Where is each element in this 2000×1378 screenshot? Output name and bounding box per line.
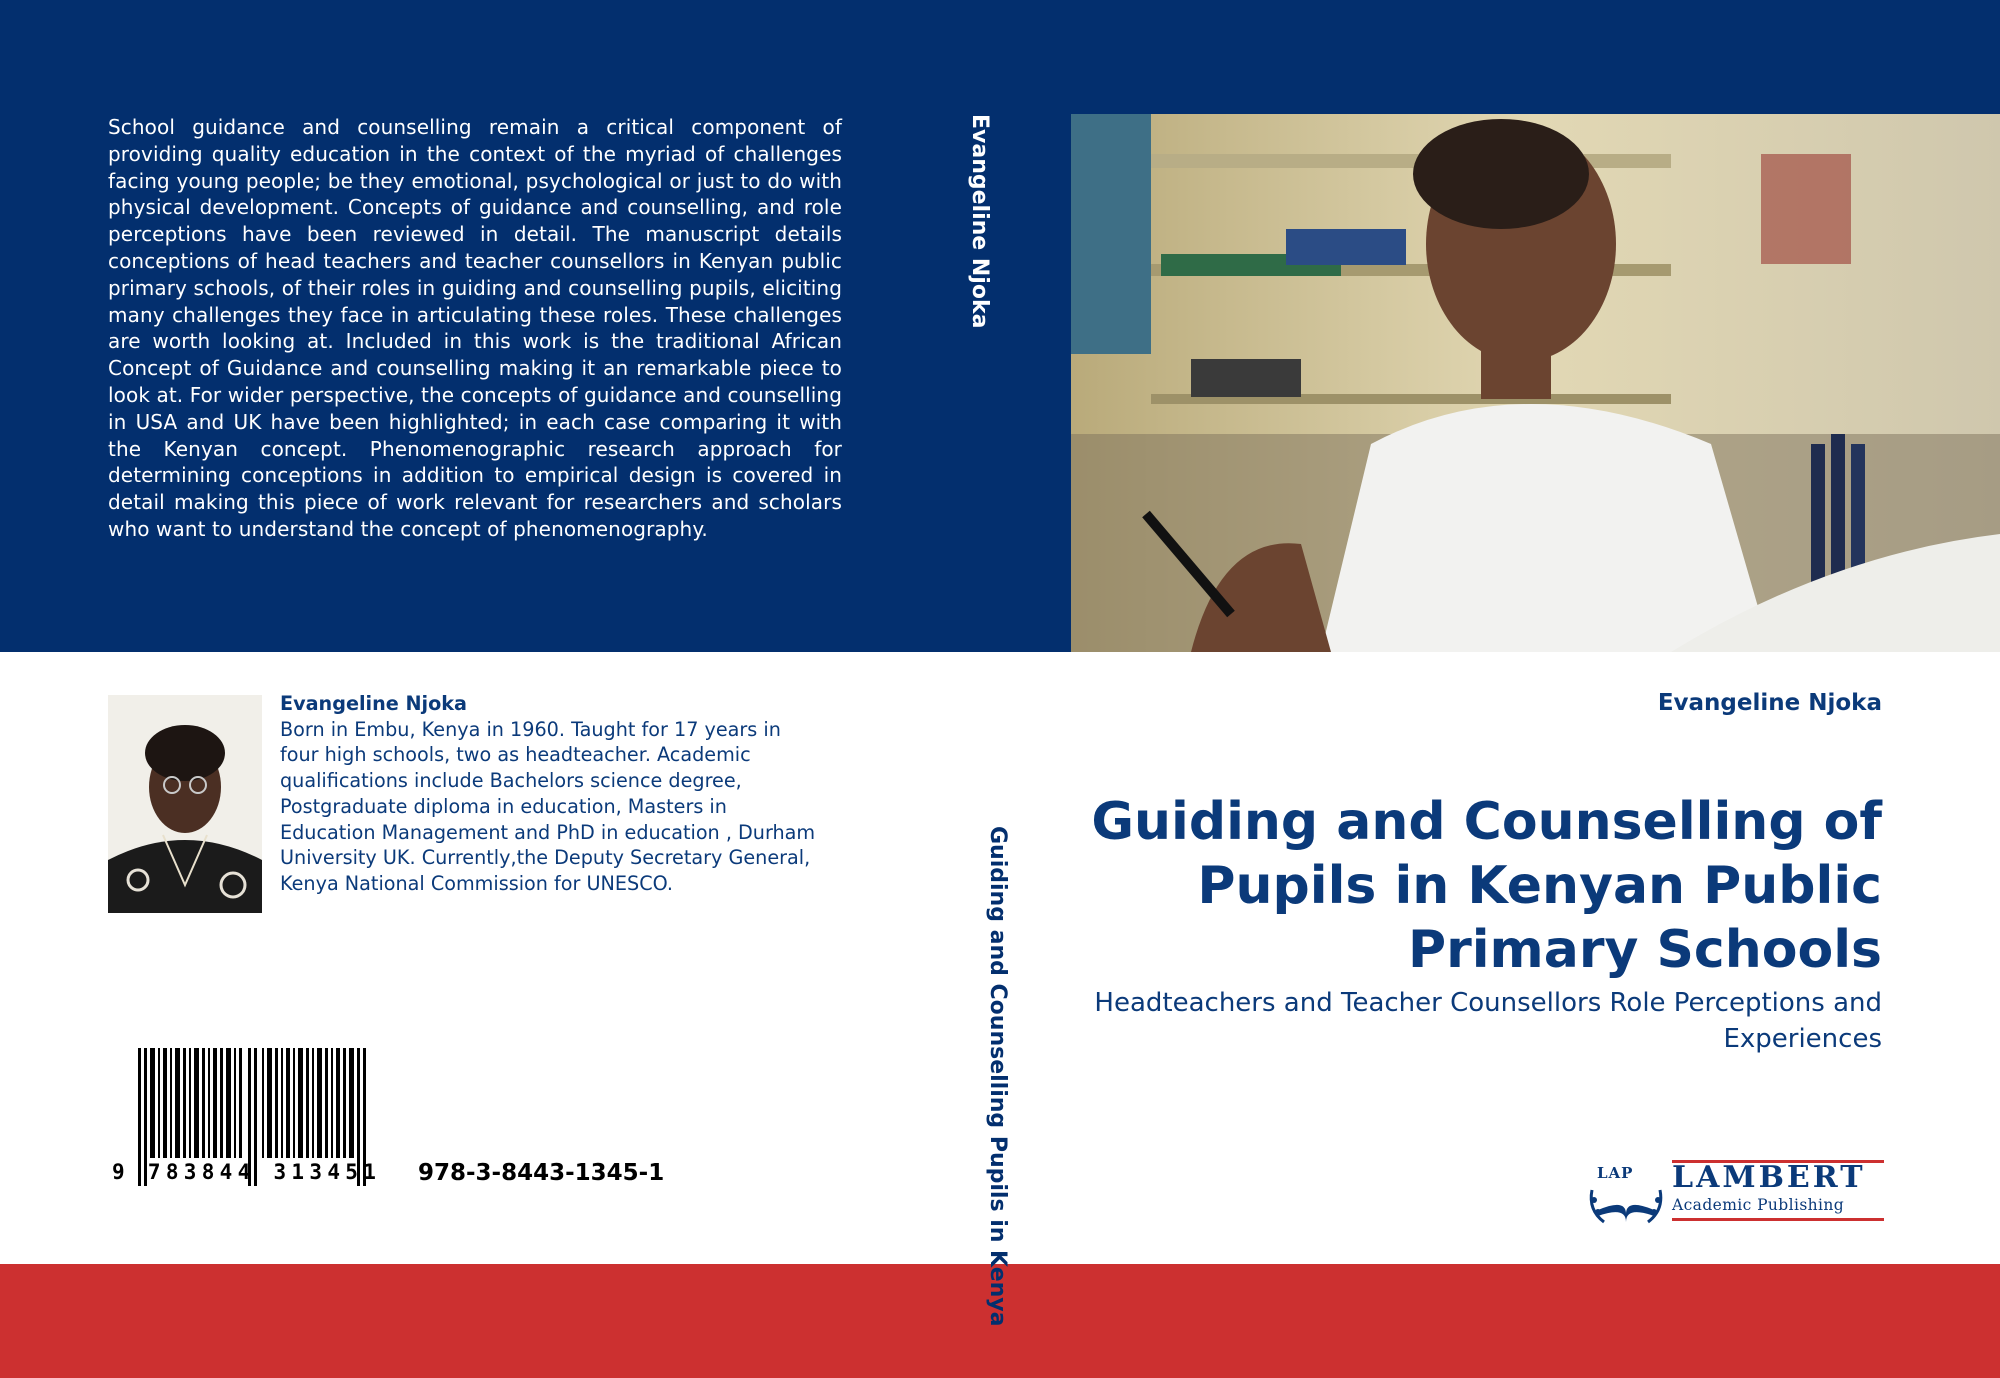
publisher-name: LAMBERT xyxy=(1672,1160,1866,1195)
publisher-logo xyxy=(1586,1160,1886,1230)
book-subtitle: Headteachers and Teacher Counsellors Role Perceptions and Experiences xyxy=(1094,988,1882,1054)
front-author: Evangeline Njoka xyxy=(1657,690,1882,716)
cover-photo-illustration xyxy=(1071,114,2000,652)
back-cover-blurb: School guidance and counselling remain a critical component of providing quality education in the context of the myriad of challenges facing young people; be they emotional, psychological or just to do with physical development. Concepts of guidance and counselling, and role perceptions have been reviewed in detail. The manuscript details conceptions of head teachers and teacher counsellors in Kenyan public primary schools, of their roles in guiding and counselling pupils, eliciting many challenges they face in articulating these roles. These challenges are worth looking at. Included in this work is the traditional African Concept of Guidance and counselling making it an remarkable piece to look at. For wider perspective, the concepts of guidance and counselling in USA and UK have been highlighted; in each case comparing it with the Kenyan concept. Phenomenographic research approach for determining conceptions in addition to empirical design is covered in detail making this piece of work relevant for researchers and scholars who want to understand the concept of phenomenography. xyxy=(108,115,842,541)
spine-title: Guiding and Counselling Pupils in Kenya xyxy=(985,826,1010,1327)
author-portrait xyxy=(108,695,262,913)
author-portrait-illustration xyxy=(108,695,262,913)
barcode-digits: 9 783844 313451 xyxy=(112,1160,382,1184)
isbn-number: 978-3-8443-1345-1 xyxy=(418,1160,665,1186)
logo-rule-bottom xyxy=(1672,1218,1884,1221)
publisher-mark-text: LAP xyxy=(1597,1164,1634,1182)
cover-photo xyxy=(1071,114,2000,652)
book-title: Guiding and Counselling of Pupils in Kenyan Public Primary Schools xyxy=(1091,792,1882,980)
bio-text: Born in Embu, Kenya in 1960. Taught for 17 years in four high schools, two as headteacher. Academic qualifications include Bachelors science degree, Postgraduate diploma in education, Masters in Education Management and PhD in education , Durham University UK. Currently,the Deputy Secretary General, Kenya National Commission for UNESCO. xyxy=(280,717,816,895)
author-bio xyxy=(280,691,820,897)
publisher-tagline: Academic Publishing xyxy=(1672,1196,1845,1214)
bio-author-name: Evangeline Njoka xyxy=(280,692,468,715)
spine-author: Evangeline Njoka xyxy=(967,114,992,329)
